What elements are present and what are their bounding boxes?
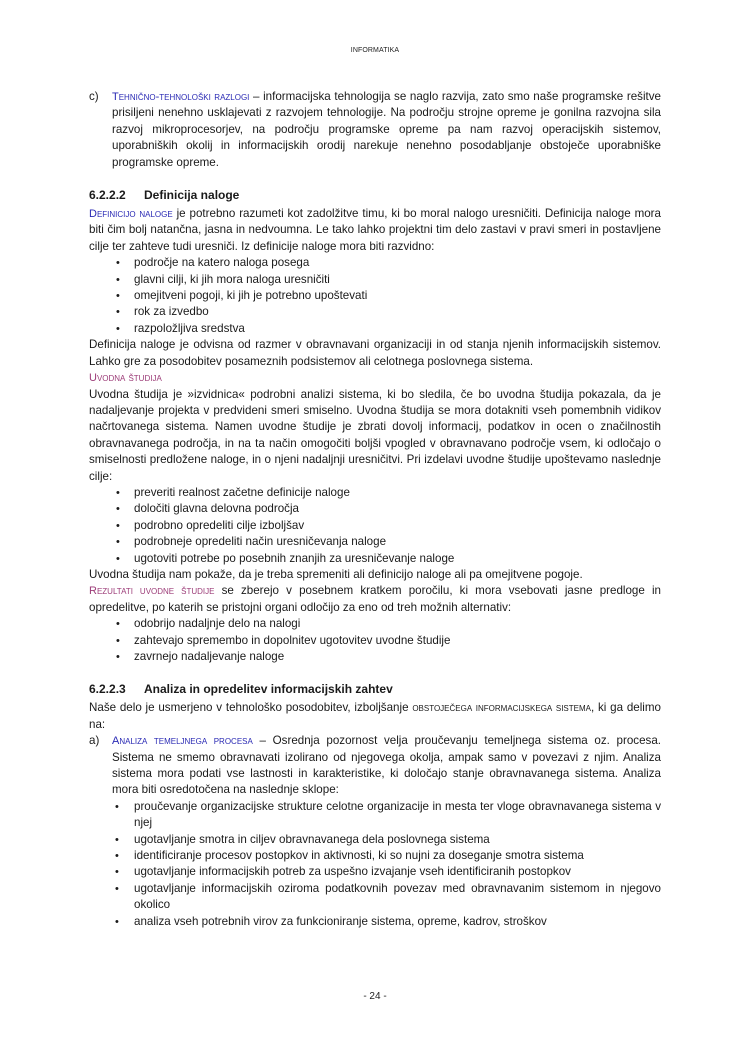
list-item: • ugotavljanje smotra in ciljev obravnavanega dela poslovnega sistema: [112, 832, 661, 848]
subheading-uvodna-studija: [89, 370, 661, 386]
list-item-c: [89, 89, 661, 171]
item-text: – Osrednja pozornost velja proučevanju temeljnega sistema oz. procesa. Sistema ne smemo obravnavati izolirano od njegovega okolja, ampak samo v povezavi z njim. Analiza sistema mora podati vse lastnosti in karakteristike, ki določajo stanje obravnavanega sistema. Analiza mora biti osredotočena na naslednje sklope:: [112, 734, 661, 797]
list-item: • področje na katero naloga posega: [89, 255, 661, 271]
running-header: INFORMATIKA: [350, 47, 400, 54]
list-item: • zahtevajo spremembo in dopolnitev ugotovitev uvodne študije: [89, 633, 661, 649]
list-item: • omejitveni pogoji, ki jih je potrebno upoštevati: [89, 288, 661, 304]
list-item: • zavrnejo nadaljevanje naloge: [89, 649, 661, 665]
list-item: • ugotoviti potrebe po posebnih znanjih za uresničevanje naloge: [89, 551, 661, 567]
page-content: [89, 89, 661, 930]
paragraph-text: je potrebno razumeti kot zadolžitve timu, ki bo moral nalogo uresničiti. Definicija naloge mora biti čim bolj natančna, jasna in nedvoumna. Le tako lahko projektni tim delo zastavi v pravi smeri in postavljene cilje ter zahteve tudi uresniči. Iz definicije naloge mora biti razvidno:: [89, 207, 661, 253]
section-number: 6.2.2.2: [89, 188, 126, 203]
section-number: 6.2.2.3: [89, 682, 126, 697]
list-item: • glavni cilji, ki jih mora naloga uresničiti: [89, 272, 661, 288]
item-body: [112, 89, 661, 171]
term-highlight: Tehnično-tehnološki razlogi: [112, 91, 250, 103]
list-item: • preveriti realnost začetne definicije naloge: [89, 485, 661, 501]
paragraph: [89, 206, 661, 255]
section-heading-6222: [89, 187, 661, 203]
paragraph: Uvodna študija je »izvidnica« podrobni analizi sistema, ki bo sledila, če bo uvodna študija pokazala, da je nadaljevanje projekta v predvideni smeri smiselno. Uvodna študija se mora dotakniti vseh pomembnih vidikov načrtovanega sistema. Namen uvodne študije je zbrati dovolj informacij, podatkov in ocen o značilnostih obravnavanega področja, in na ta način omogočiti boljši vpogled v obravnavano področje vsem, ki odločajo o smiselnosti predložene naloge, in o njeni nadaljnji uresničitvi. Pri izdelavi uvodne študije upoštevamo naslednje cilje:: [89, 387, 661, 483]
list-item: • podrobno opredeliti cilje izboljšav: [89, 518, 661, 534]
paragraph-text: , ki ga delimo na:: [89, 701, 661, 731]
list-item: • odobrijo nadaljnje delo na nalogi: [89, 616, 661, 632]
section-title: Analiza in opredelitev informacijskih zahtev: [144, 682, 393, 697]
item-text: – informacijska tehnologija se naglo razvija, zato smo naše programske rešitve prisiljeni nenehno usklajevati z razvojem tehnologije. Na področju strojne opreme je gonilna razvojna sila razvoj mikroprocesorjev, na področju programske opreme pa nam razvoj operacijskih sistemov, uporabniških okolij in informacijskih orodij narekuje nenehno posodabljanje obstoječe uporabniške programske opreme.: [112, 90, 661, 169]
list-item: • razpoložljiva sredstva: [89, 321, 661, 337]
bullet-list: [89, 616, 661, 665]
list-item: • ugotavljanje informacijskih oziroma podatkovnih povezav med obravnavanim sistemom in njegovo okolico: [112, 881, 661, 914]
term-highlight: Rezultati uvodne študije: [89, 585, 215, 598]
term-highlight: Definicijo naloge: [89, 208, 173, 221]
section-title: Definicija naloge: [144, 188, 240, 203]
subheading-text: Uvodna študija: [89, 372, 162, 385]
item-body: [112, 733, 661, 930]
term-highlight: obstoječega informacijskega sistema: [412, 702, 591, 715]
list-item: • rok za izvedbo: [89, 304, 661, 320]
paragraph: Definicija naloge je odvisna od razmer v obravnavani organizaciji in od stanja njenih informacijskih sistemov. Lahko gre za posodobitev posameznih podsistemov ali celotnega poslovnega sistema.: [89, 338, 661, 368]
list-item: • določiti glavna delovna področja: [89, 501, 661, 517]
section-heading-6223: [89, 681, 661, 697]
item-marker: c): [89, 90, 99, 103]
list-item: • ugotavljanje informacijskih potreb za uspešno izvajanje vseh identificiranih postopkov: [112, 864, 661, 880]
item-marker: a): [89, 734, 100, 748]
paragraph: [89, 583, 661, 616]
paragraph-text: Naše delo je usmerjeno v tehnološko posodobitev, izboljšanje: [89, 701, 413, 715]
paragraph: Uvodna študija nam pokaže, da je treba spremeniti ali definicijo naloge ali pa omejitvene pogoje.: [89, 567, 583, 581]
list-item: • identificiranje procesov postopkov in aktivnosti, ki so nujni za doseganje smotra sistema: [112, 848, 661, 864]
bullet-list: [112, 799, 661, 930]
page-number: - 24 -: [363, 991, 387, 1002]
term-highlight: Analiza temeljnega procesa: [112, 735, 253, 748]
bullet-list: [89, 255, 661, 337]
list-item: • proučevanje organizacijske strukture celotne organizacije in mesta ter vloge obravnavanega sistema v njej: [112, 799, 661, 832]
list-item: • podrobneje opredeliti način uresničevanja naloge: [89, 534, 661, 550]
paragraph-text: se zberejo v posebnem kratkem poročilu, ki mora vsebovati jasne predloge in opredelitve, po katerih se pristojni organi odločijo za eno od treh možnih alternativ:: [89, 584, 661, 614]
list-item-a: [89, 733, 661, 930]
bullet-list: [89, 485, 661, 567]
paragraph: [89, 700, 661, 733]
list-item: • analiza vseh potrebnih virov za funkcioniranje sistema, opreme, kadrov, stroškov: [112, 914, 661, 930]
